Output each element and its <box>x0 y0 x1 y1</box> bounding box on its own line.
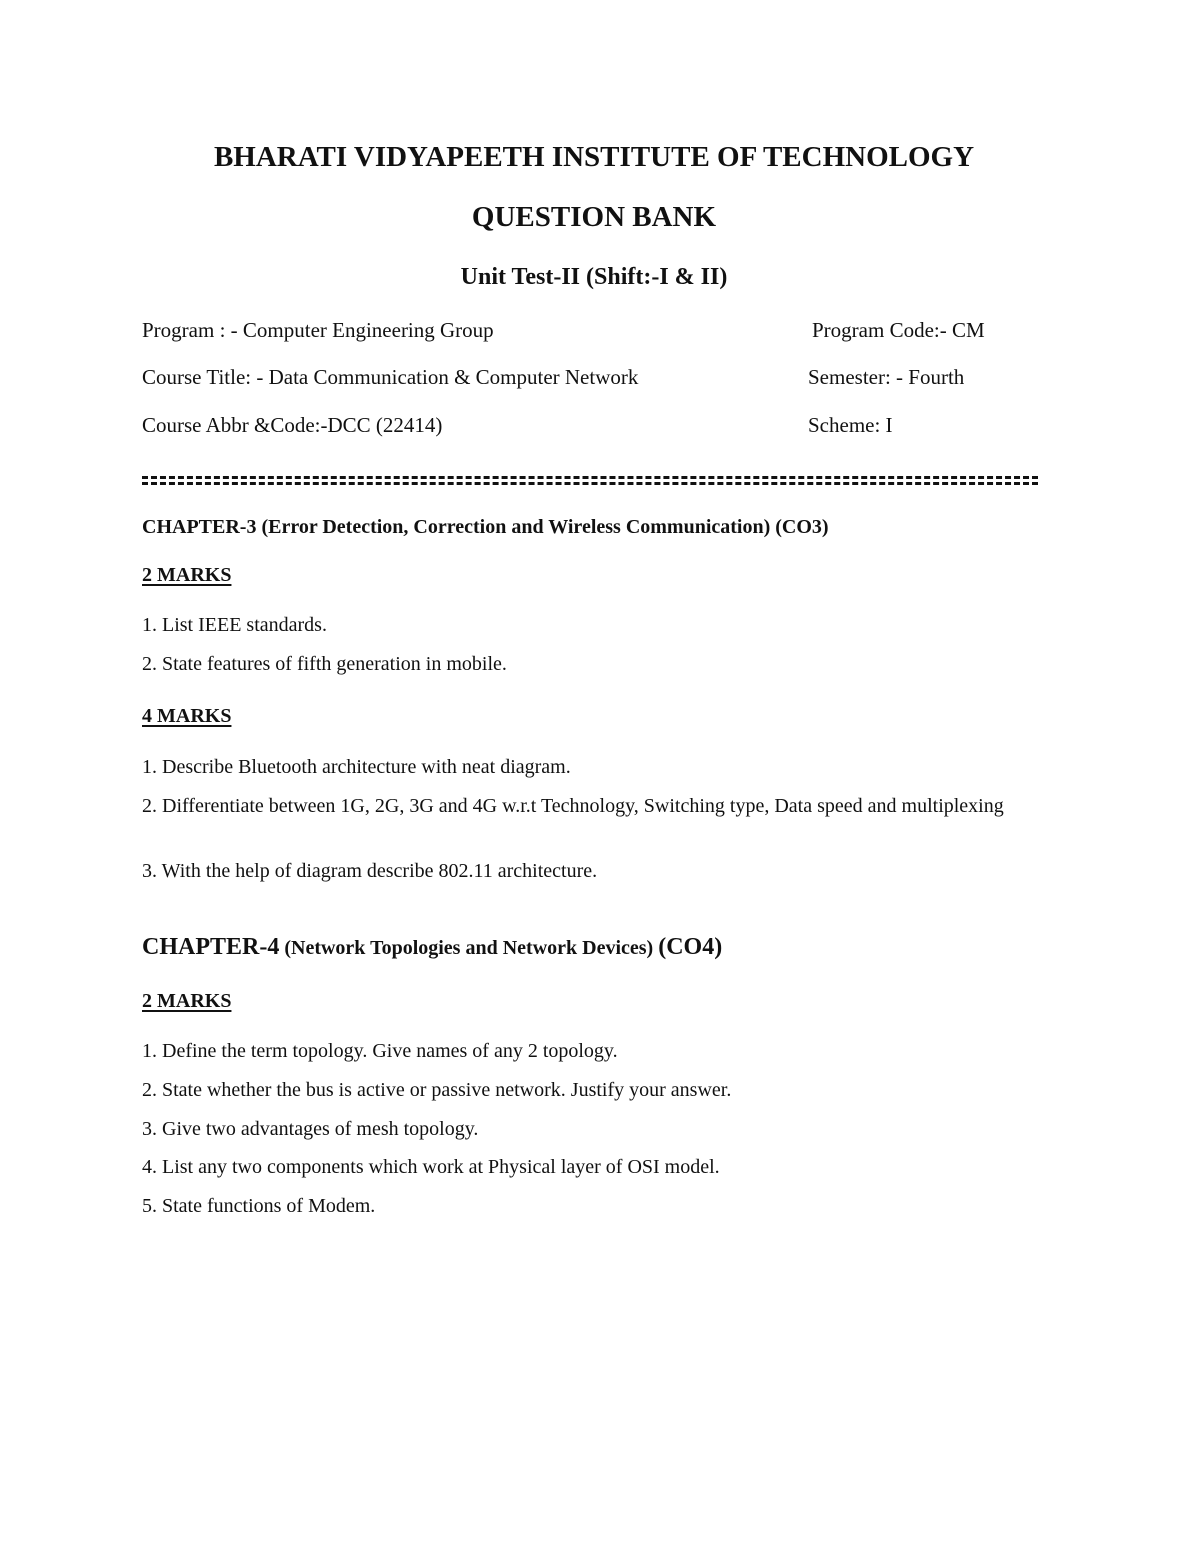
question-item: 3. With the help of diagram describe 802.11 architecture. <box>142 860 598 882</box>
question-item: 1. Describe Bluetooth architecture with neat diagram. <box>142 756 571 778</box>
scheme: Scheme: I <box>808 413 893 437</box>
question-item: 2. State whether the bus is active or passive network. Justify your answer. <box>142 1079 732 1101</box>
chapter-4-label: CHAPTER-4 <box>142 934 280 960</box>
chapter-4-outcome: (CO4) <box>658 934 723 960</box>
question-item: 2. State features of fifth generation in mobile. <box>142 653 507 675</box>
test-title: Unit Test-II (Shift:-I & II) <box>460 264 728 290</box>
question-item: 2. Differentiate between 1G, 2G, 3G and 4G w.r.t Technology, Switching type, Data speed and multiplexing <box>142 795 1004 817</box>
question-item: 3. Give two advantages of mesh topology. <box>142 1118 479 1140</box>
course-abbr-code: Course Abbr &Code:-DCC (22414) <box>142 413 443 437</box>
course-title: Course Title: - Data Communication & Computer Network <box>142 365 639 389</box>
chapter-4-topic: (Network Topologies and Network Devices) <box>284 937 654 959</box>
question-item: 4. List any two components which work at Physical layer of OSI model. <box>142 1156 720 1178</box>
chapter-3-2-marks-heading: 2 MARKS <box>142 564 232 586</box>
program: Program : - Computer Engineering Group <box>142 318 494 342</box>
semester: Semester: - Fourth <box>808 365 965 389</box>
chapter-4-heading <box>142 934 722 961</box>
institute-title: BHARATI VIDYAPEETH INSTITUTE OF TECHNOLOGY <box>213 141 975 173</box>
chapter-3-4-marks-heading: 4 MARKS <box>142 705 232 727</box>
program-code: Program Code:- CM <box>812 318 985 342</box>
chapter-4-2-marks-heading: 2 MARKS <box>142 990 232 1012</box>
chapter-3-heading: CHAPTER-3 (Error Detection, Correction and Wireless Communication) (CO3) <box>142 516 829 538</box>
question-item: 5. State functions of Modem. <box>142 1195 376 1217</box>
document-type: QUESTION BANK <box>471 201 717 233</box>
question-item: 1. Define the term topology. Give names of any 2 topology. <box>142 1040 618 1062</box>
question-item: 1. List IEEE standards. <box>142 614 327 636</box>
